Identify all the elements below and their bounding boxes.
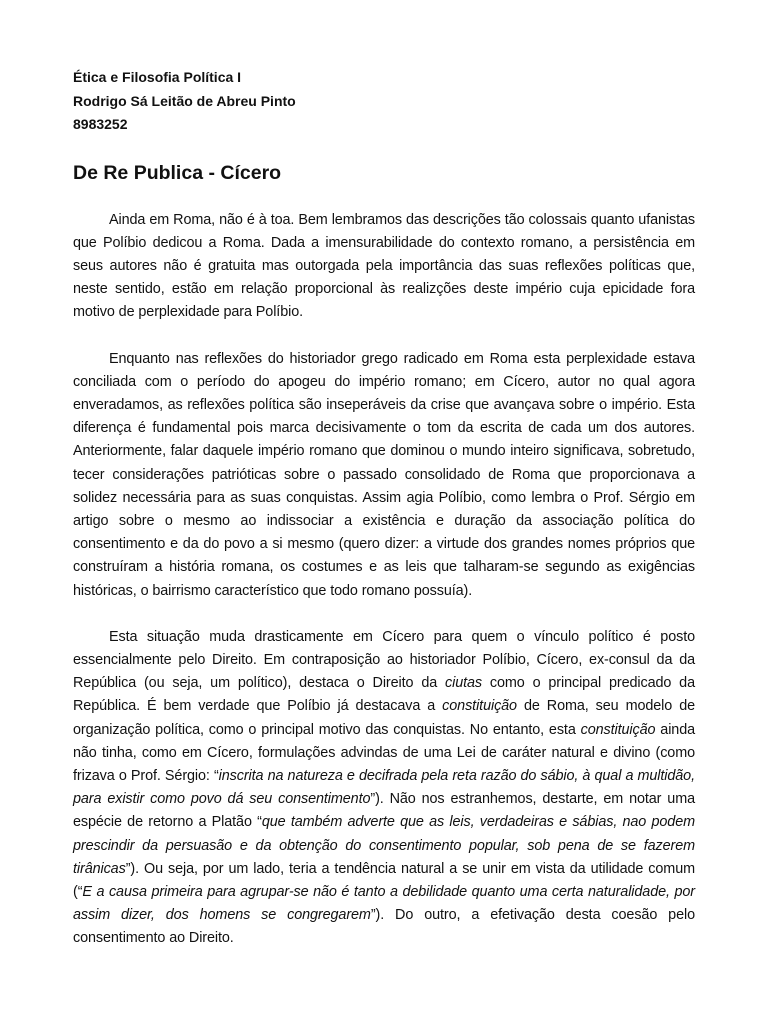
- paragraph-3: [73, 626, 695, 951]
- paragraph-text: ”). Ou seja, por um lado, teria a tendência natural a se unir em vista da utilidade comum (“: [73, 860, 695, 900]
- paragraph-text: como o principal predicado da República. É bem verdade que Políbio já destacava a: [73, 675, 695, 715]
- italic-quote: inscrita na natureza e decifrada pela reta razão do sábio, à qual a multidão, para existir como povo dá seu consentimento: [73, 767, 695, 808]
- paragraph-text: Enquanto nas reflexões do historiador grego radicado em Roma esta perplexidade estava conciliada com o período do apogeu do império romano; em Cícero, autor no qual agora enveradamos, as reflexões política são inseperáveis da crise que avançava sobre o império. Esta diferença é fundamental pois marca decisivamente o tom da escrita de cada um dos autores. Anteriormente, falar daquele império romano que dominou o mundo inteiro significava, sobretudo, tecer considerações patrióticas sobre o passado consolidado de Roma que proporcionava a solidez necessária para as suas conquistas. Assim agia Políbio, como lembra o Prof. Sérgio em artigo sobre o mesmo ao indissociar a existência e duração da associação política do consentimento e da do povo a si mesmo (quero dizer: a virtude dos grandes nomes próprios que construíram a história romana, os costumes e as leis que talharam-se segundo as exigências históricas, o bairrismo característico que todo romano possuía).: [73, 350, 695, 599]
- italic-term: constituição: [580, 721, 656, 738]
- author-name: Rodrigo Sá Leitão de Abreu Pinto: [73, 92, 296, 109]
- paragraph-text: ”). Do outro, a efetivação desta coesão pelo consentimento ao Direito.: [73, 907, 695, 947]
- paragraph-text: ”). Não nos estranhemos, destarte, em notar uma espécie de retorno a Platão “: [73, 791, 695, 831]
- italic-term: constituição: [442, 698, 517, 715]
- italic-quote: que também adverte que as leis, verdadeiras e sábias, nao podem prescindir da persuasão e da obtenção do consentimento popular, sob pena de se fazerem tirânicas: [73, 814, 695, 877]
- student-id: 8983252: [73, 116, 128, 132]
- paragraph-2: [73, 348, 695, 603]
- paragraph-text: Ainda em Roma, não é à toa. Bem lembramos das descrições tão colossais quanto ufanistas que Políbio dedicou a Roma. Dada a imensurabilidade do contexto romano, a persistência em seus autores não é gratuita mas outorgada pela importância das suas reflexões políticas que, neste sentido, estão em relação proporcional às realizções deste império cuja epicidade fora motivo de perplexidade para Políbio.: [73, 211, 695, 321]
- paragraph-text: Esta situação muda drasticamente em Cícero para quem o vínculo político é posto essencialmente pelo Direito. Em contraposição ao historiador Políbio, Cícero, ex-consul da da República (ou seja, um político), destaca o Direito da: [73, 628, 695, 692]
- document-page: [73, 66, 695, 974]
- document-title: De Re Publica - Cícero: [73, 161, 282, 184]
- paragraph-1: [73, 209, 695, 325]
- paragraph-text: ainda não tinha, como em Cícero, formulações advindas de uma Lei de caráter natural e divino (como frizava o Prof. Sérgio: “: [73, 721, 696, 784]
- paragraph-text: de Roma, seu modelo de organização política, como o principal motivo das conquistas. No entanto, esta: [73, 698, 695, 738]
- course-name: Ética e Filosofia Política I: [73, 69, 242, 85]
- italic-term: ciutas: [445, 675, 483, 692]
- italic-quote: E a causa primeira para agrupar-se não é tanto a debilidade quanto uma certa naturalidade, por assim dizer, dos homens se congregarem: [73, 883, 695, 924]
